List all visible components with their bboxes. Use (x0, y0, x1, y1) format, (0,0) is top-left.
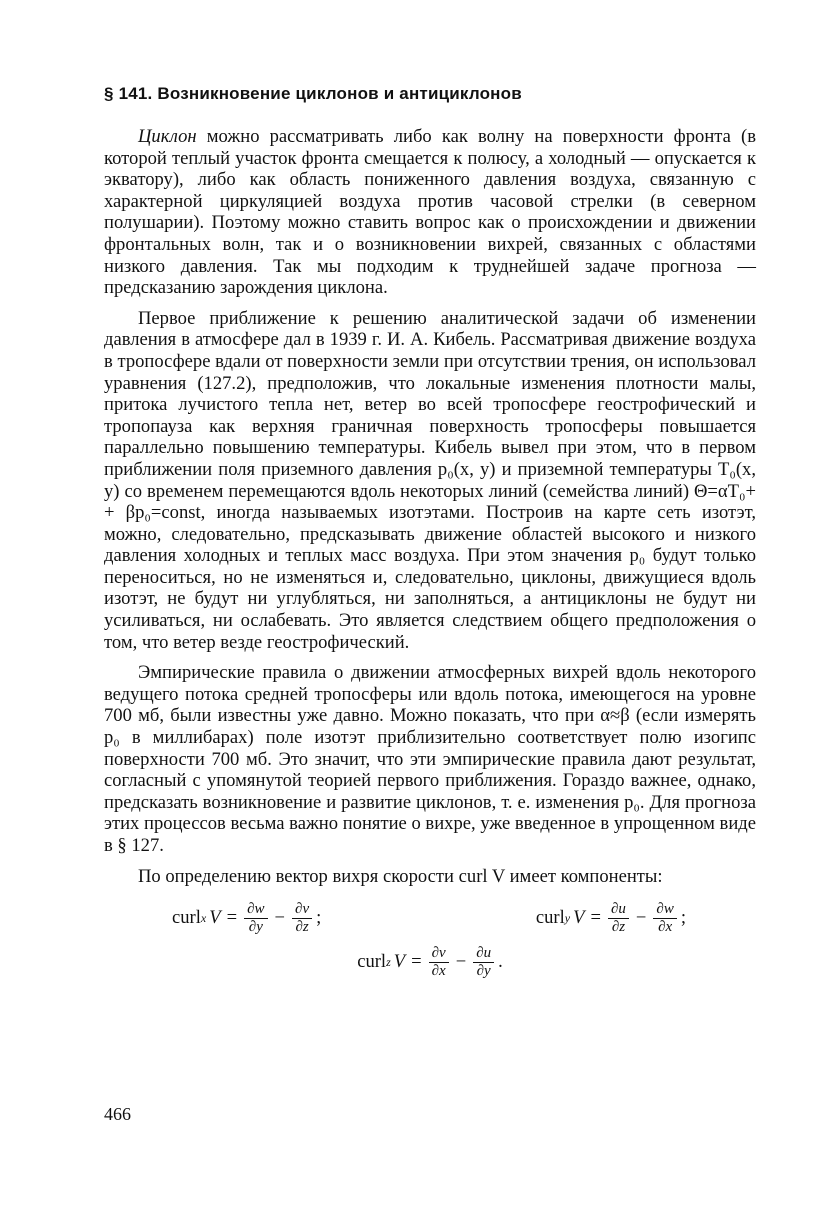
formula-y-eq: = (590, 907, 601, 929)
paragraph-1 (104, 126, 756, 299)
formula-x-minus: − (274, 907, 286, 929)
paragraph-1-text: можно рассматривать либо как волну на поверхности фронта (в которой теплый участок фронта смещается к полюсу, а холодный — опускается к экватору), либо как область пониженного давления воздуха, связанную с характерной циркуляцией воздуха против часовой стрелки (в северном полушарии). Поэтому можно ставить вопрос как о происхождении и движении фронтальных волн, так и о возникновении вихрей, связанных с областями низкого давления. Так мы подходим к труднейшей задаче прогноза — предсказанию зарождения циклона. (104, 126, 756, 299)
formula-z-den-2: ∂y (476, 962, 491, 979)
curl-formulas (104, 896, 756, 984)
formula-z-end: . (498, 951, 503, 973)
formula-y-den-1: ∂z (611, 918, 626, 935)
paragraph-2-text: Первое приближение к решению аналитической задачи об изменении давления в атмосфере дал в 1939 г. И. А. Кибель. Рассматривая движение воздуха в тропосфере вдали от поверхности земли при отсутствии трения, он использовал уравнения (127.2), предположив, что локальные изменения плотности малы, притока лучистого тепла нет, ветер во всей тропосфере геострофический и тропопауза как верхняя граничная поверхность тропосферы повышается параллельно повышению температуры. Кибель вывел при этом, что в первом приближении поля приземного давления p₀(x, y) и приземной температуры T₀(x, y) со временем перемещаются вдоль некоторых линий (семейства линий) Θ=αT₀+ + βp₀=const, иногда называемых изотэтами. Построив на карте сеть изотэт, можно, следовательно, предсказывать движение областей высокого и низкого давления холодных и теплых масс воздуха. При этом значения p₀ будут только переноситься, но не изменяться и, следовательно, циклоны, движущиеся вдоль изотэт, не будут ни углубляться, ни заполняться, а антициклоны не будут ни усиливаться, ни ослабевать. Это является следствием общего предположения о том, что ветер везде геострофический. (104, 307, 756, 653)
paragraph-3 (104, 662, 756, 856)
formula-z-v: V (393, 951, 406, 973)
formula-y-den-2: ∂x (658, 918, 673, 935)
formula-x-frac-2 (292, 901, 312, 936)
formula-z-frac-2 (473, 945, 494, 980)
formula-x-den-2: ∂z (295, 918, 309, 935)
page-number: 466 (104, 1104, 131, 1124)
formula-y-frac-1 (608, 901, 629, 936)
formula-z-den-1: ∂x (431, 962, 446, 979)
paragraph-4-text: По определению вектор вихря скорости curl V имеет компоненты: (138, 865, 663, 887)
formula-z-frac-1 (429, 945, 449, 980)
formula-x-sub: x (200, 910, 207, 925)
formula-x-end: ; (316, 907, 322, 929)
formula-z-num-1: ∂v (429, 945, 449, 963)
formula-y-sub: y (564, 910, 571, 925)
formula-curl-x (172, 901, 321, 936)
paragraph-2 (104, 308, 756, 654)
formula-x-num-1: ∂w (244, 901, 267, 919)
page-body (104, 84, 756, 984)
formula-x-lhs: curl (172, 907, 201, 929)
paragraph-4 (104, 866, 756, 888)
formula-y-v: V (573, 907, 585, 929)
formula-curl-y (536, 901, 686, 936)
formula-z-eq: = (411, 951, 422, 973)
paragraph-1-italic-lead: Циклон (138, 126, 197, 147)
formula-x-num-2: ∂v (292, 901, 312, 919)
paragraph-3-text: Эмпирические правила о движении атмосферных вихрей вдоль некоторого ведущего потока средней тропосферы или вдоль потока, имеющегося на уровне 700 мб, были известны уже давно. Можно показать, что при α≈β (если измерять p₀ в миллибарах) поле изотэт приблизительно соответствует полю изогипс поверхности 700 мб. Это значит, что эти эмпирические правила дают результат, согласный с упомянутой теорией первого приближения. Гораздо важнее, однако, предсказать возникновение и развитие циклонов, т. е. изменения p₀. Для прогноза этих процессов весьма важно понятие о вихре, уже введенное в упрощенном виде в § 127. (104, 662, 756, 856)
formula-curl-z (357, 945, 503, 980)
formula-y-end: ; (680, 907, 686, 929)
formula-x-v: V (209, 907, 221, 929)
formula-y-frac-2 (653, 901, 676, 936)
formula-y-lhs: curl (535, 907, 565, 929)
formula-z-lhs: curl (357, 951, 387, 973)
formula-y-num-1: ∂u (608, 901, 629, 919)
formula-row-1 (104, 896, 756, 940)
formula-y-num-2: ∂w (653, 901, 676, 919)
formula-x-frac-1 (244, 901, 267, 936)
formula-z-num-2: ∂u (473, 945, 494, 963)
formula-z-minus: − (455, 951, 467, 973)
formula-x-den-1: ∂y (248, 918, 263, 935)
formula-x-eq: = (226, 907, 238, 929)
formula-z-sub: z (386, 954, 391, 969)
formula-y-minus: − (635, 907, 647, 929)
section-heading: § 141. Возникновение циклонов и антициклонов (104, 84, 522, 103)
formula-row-2 (104, 940, 756, 984)
